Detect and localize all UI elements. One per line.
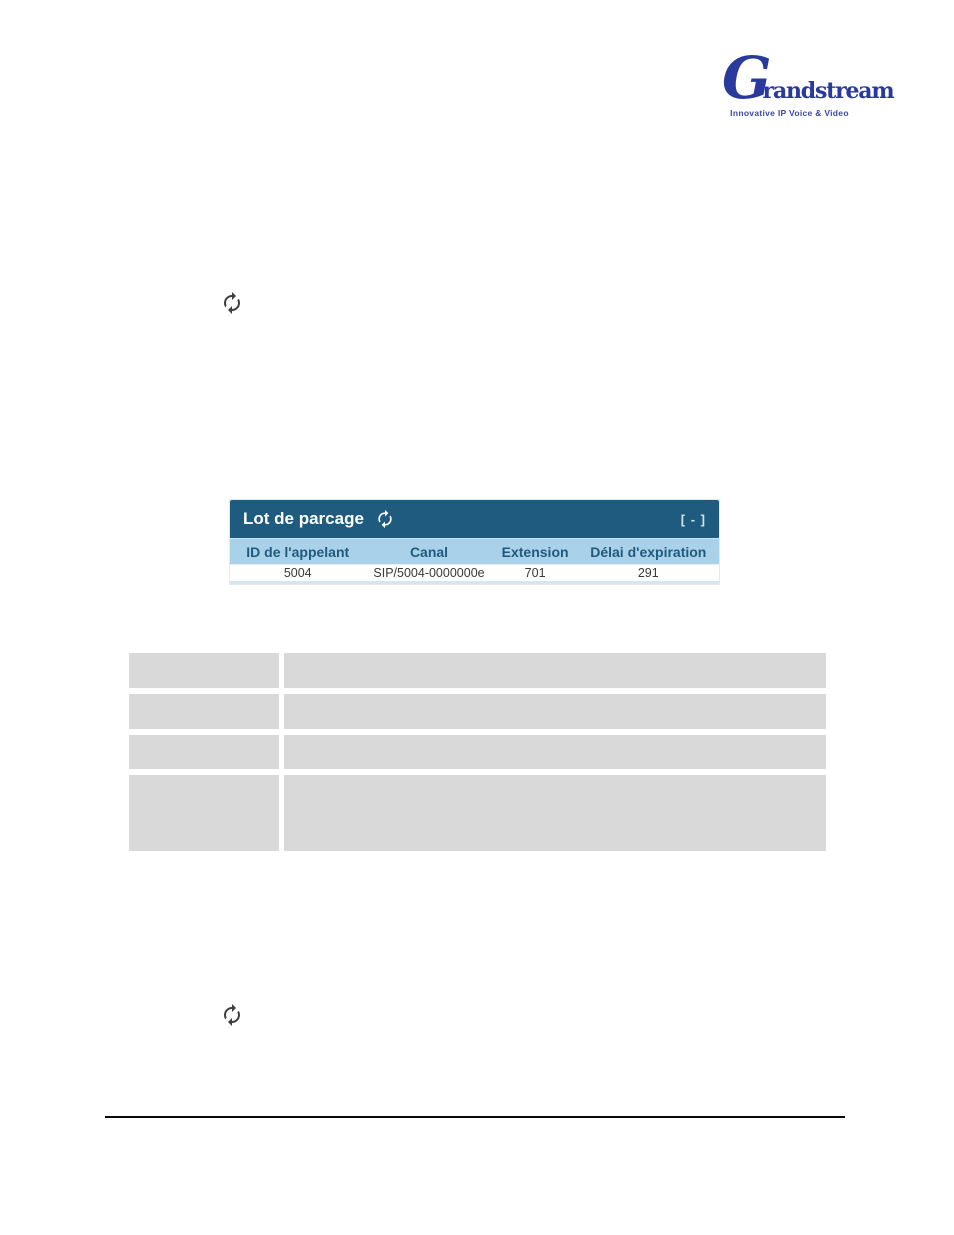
- table-cell: 701: [524, 566, 546, 580]
- table-cell-label: [129, 735, 279, 769]
- spec-table: [129, 653, 826, 851]
- widget-title: Lot de parcage: [243, 509, 364, 528]
- table-cell-label: [129, 653, 279, 688]
- column-header: Délai d'expiration: [590, 543, 707, 560]
- column-header: ID de l'appelant: [246, 543, 350, 560]
- table-cell-label: [129, 694, 279, 729]
- column-header: Extension: [501, 543, 569, 560]
- table-cell: 291: [637, 566, 659, 580]
- table-row: [129, 775, 826, 851]
- column-header: Canal: [409, 543, 449, 560]
- table-cell-value: [284, 735, 826, 769]
- table-row: [129, 653, 826, 688]
- table-cell: SIP/5004-0000000e: [373, 566, 485, 580]
- logo-wordmark-rest: randstream: [762, 78, 894, 104]
- widget-header: [230, 500, 719, 538]
- logo-tagline: Innovative IP Voice & Video: [730, 108, 849, 118]
- refresh-icon[interactable]: [375, 509, 395, 529]
- table-cell-value: [284, 694, 826, 729]
- refresh-icon: [220, 1003, 244, 1027]
- table-cell: 5004: [283, 566, 312, 580]
- park-data-row: [230, 564, 719, 581]
- collapse-button[interactable]: [ - ]: [680, 511, 706, 527]
- table-cell-value: [284, 653, 826, 688]
- refresh-icon: [220, 291, 244, 315]
- footer-divider: [105, 1116, 845, 1118]
- grandstream-logo: [722, 44, 894, 118]
- park-columns-row: [230, 538, 719, 564]
- parking-lot-widget: [230, 500, 719, 584]
- table-row: [129, 735, 826, 769]
- logo-wordmark: [722, 44, 894, 112]
- logo-initial: G: [722, 44, 770, 112]
- table-cell-label: [129, 775, 279, 851]
- table-cell-value: [284, 775, 826, 851]
- table-row: [129, 694, 826, 729]
